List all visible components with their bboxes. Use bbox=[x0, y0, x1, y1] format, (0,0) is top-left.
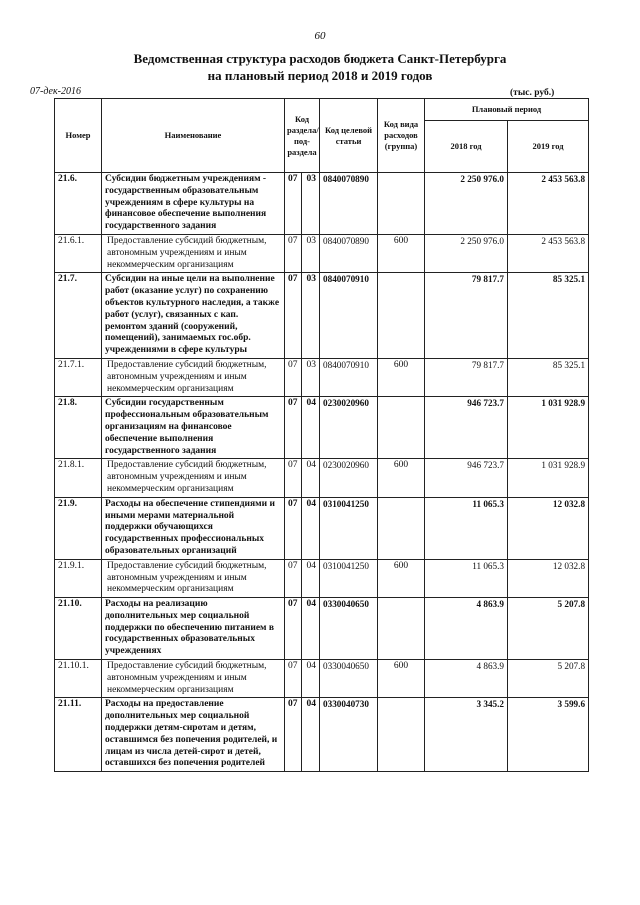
header-year-2: 2019 год bbox=[508, 121, 589, 173]
row-expense-type: 600 bbox=[378, 459, 425, 497]
row-article: 0840070890 bbox=[320, 173, 378, 235]
row-amount-year-2: 85 325.1 bbox=[508, 358, 589, 396]
row-expense-type bbox=[378, 698, 425, 772]
header-plan-period: Плановый период bbox=[425, 99, 589, 121]
row-amount-year-1: 4 863.9 bbox=[425, 660, 508, 698]
row-section: 07 bbox=[285, 234, 302, 272]
row-amount-year-2: 3 599.6 bbox=[508, 698, 589, 772]
row-expense-type: 600 bbox=[378, 358, 425, 396]
row-amount-year-2: 2 453 563.8 bbox=[508, 234, 589, 272]
row-article: 0840070910 bbox=[320, 273, 378, 359]
row-number: 21.10.1. bbox=[55, 660, 102, 698]
row-article: 0330040650 bbox=[320, 598, 378, 660]
row-expense-type: 600 bbox=[378, 234, 425, 272]
row-subsection: 04 bbox=[302, 459, 320, 497]
row-number: 21.8. bbox=[55, 397, 102, 459]
row-amount-year-1: 2 250 976.0 bbox=[425, 234, 508, 272]
row-name: Предоставление субсидий бюджетным, автономным учреждениям и иным некоммерческим организациям bbox=[102, 358, 285, 396]
row-article: 0310041250 bbox=[320, 559, 378, 597]
row-subsection: 04 bbox=[302, 559, 320, 597]
row-name: Предоставление субсидий бюджетным, автономным учреждениям и иным некоммерческим организациям bbox=[102, 660, 285, 698]
table-row bbox=[55, 234, 589, 272]
row-amount-year-1: 11 065.3 bbox=[425, 559, 508, 597]
row-amount-year-2: 2 453 563.8 bbox=[508, 173, 589, 235]
row-expense-type: 600 bbox=[378, 559, 425, 597]
row-section: 07 bbox=[285, 173, 302, 235]
row-name: Расходы на обеспечение стипендиями и иными мерами материальной поддержки обучающихся государственных профессиональных образовательных организаций bbox=[102, 497, 285, 559]
document-date: 07-дек-2016 bbox=[30, 86, 81, 97]
row-amount-year-2: 5 207.8 bbox=[508, 598, 589, 660]
row-subsection: 04 bbox=[302, 598, 320, 660]
table-row bbox=[55, 173, 589, 235]
budget-table bbox=[54, 98, 589, 772]
table-row bbox=[55, 598, 589, 660]
row-amount-year-2: 1 031 928.9 bbox=[508, 459, 589, 497]
document-title bbox=[0, 50, 640, 84]
row-name: Субсидии на иные цели на выполнение работ (оказание услуг) по сохранению объектов культурного наследия, а также работ (услуг), связанных с кап. ремонтом зданий (сооружений, помещений), занимаемых гос.обр. учреждениями в сфере культуры bbox=[102, 273, 285, 359]
header-year-1: 2018 год bbox=[425, 121, 508, 173]
header-article: Код целевой статьи bbox=[320, 99, 378, 173]
table-row bbox=[55, 497, 589, 559]
row-amount-year-1: 79 817.7 bbox=[425, 273, 508, 359]
row-name: Субсидии бюджетным учреждениям - государственным образовательным учреждениям в сфере культуры на финансовое обеспечение выполнения государственного задания bbox=[102, 173, 285, 235]
table-row bbox=[55, 660, 589, 698]
row-amount-year-2: 5 207.8 bbox=[508, 660, 589, 698]
row-number: 21.9.1. bbox=[55, 559, 102, 597]
row-subsection: 04 bbox=[302, 698, 320, 772]
row-amount-year-2: 12 032.8 bbox=[508, 497, 589, 559]
row-name: Предоставление субсидий бюджетным, автономным учреждениям и иным некоммерческим организациям bbox=[102, 559, 285, 597]
row-number: 21.6.1. bbox=[55, 234, 102, 272]
row-number: 21.7. bbox=[55, 273, 102, 359]
row-expense-type: 600 bbox=[378, 660, 425, 698]
row-article: 0840070910 bbox=[320, 358, 378, 396]
header-section: Код раздела/ под-раздела bbox=[285, 99, 320, 173]
row-subsection: 04 bbox=[302, 397, 320, 459]
row-section: 07 bbox=[285, 598, 302, 660]
row-number: 21.11. bbox=[55, 698, 102, 772]
row-amount-year-2: 12 032.8 bbox=[508, 559, 589, 597]
row-expense-type bbox=[378, 173, 425, 235]
row-article: 0330040730 bbox=[320, 698, 378, 772]
row-number: 21.10. bbox=[55, 598, 102, 660]
row-section: 07 bbox=[285, 497, 302, 559]
row-amount-year-1: 946 723.7 bbox=[425, 459, 508, 497]
table-row bbox=[55, 459, 589, 497]
row-article: 0840070890 bbox=[320, 234, 378, 272]
row-subsection: 04 bbox=[302, 497, 320, 559]
page-number: 60 bbox=[314, 30, 326, 42]
row-number: 21.6. bbox=[55, 173, 102, 235]
table-row bbox=[55, 698, 589, 772]
units-label: (тыс. руб.) bbox=[510, 88, 555, 98]
table-row bbox=[55, 397, 589, 459]
row-article: 0230020960 bbox=[320, 459, 378, 497]
row-amount-year-2: 85 325.1 bbox=[508, 273, 589, 359]
row-name: Субсидии государственным профессиональным образовательным организациям на финансовое обеспечение выполнения государственного задания bbox=[102, 397, 285, 459]
row-amount-year-1: 4 863.9 bbox=[425, 598, 508, 660]
table-row bbox=[55, 358, 589, 396]
table-row bbox=[55, 273, 589, 359]
title-line-1: Ведомственная структура расходов бюджета Санкт-Петербурга bbox=[133, 51, 507, 66]
row-subsection: 04 bbox=[302, 660, 320, 698]
row-section: 07 bbox=[285, 559, 302, 597]
row-name: Предоставление субсидий бюджетным, автономным учреждениям и иным некоммерческим организациям bbox=[102, 459, 285, 497]
row-section: 07 bbox=[285, 397, 302, 459]
header-number: Номер bbox=[55, 99, 102, 173]
row-name: Расходы на реализацию дополнительных мер социальной поддержки по обеспечению питанием в государственных образовательных учреждениях bbox=[102, 598, 285, 660]
row-amount-year-1: 11 065.3 bbox=[425, 497, 508, 559]
row-name: Предоставление субсидий бюджетным, автономным учреждениям и иным некоммерческим организациям bbox=[102, 234, 285, 272]
row-expense-type bbox=[378, 497, 425, 559]
row-number: 21.7.1. bbox=[55, 358, 102, 396]
row-article: 0230020960 bbox=[320, 397, 378, 459]
row-subsection: 03 bbox=[302, 273, 320, 359]
row-subsection: 03 bbox=[302, 173, 320, 235]
row-amount-year-1: 946 723.7 bbox=[425, 397, 508, 459]
row-section: 07 bbox=[285, 660, 302, 698]
row-name: Расходы на предоставление дополнительных мер социальной поддержки детям-сиротам и детям, оставшимся без попечения родителей, и лицам из числа детей-сирот и детей, оставшихся без попечения родителей bbox=[102, 698, 285, 772]
table-row bbox=[55, 559, 589, 597]
row-section: 07 bbox=[285, 459, 302, 497]
row-expense-type bbox=[378, 273, 425, 359]
header-name: Наименование bbox=[102, 99, 285, 173]
row-amount-year-1: 2 250 976.0 bbox=[425, 173, 508, 235]
row-number: 21.8.1. bbox=[55, 459, 102, 497]
row-amount-year-1: 79 817.7 bbox=[425, 358, 508, 396]
row-section: 07 bbox=[285, 358, 302, 396]
row-subsection: 03 bbox=[302, 358, 320, 396]
row-amount-year-2: 1 031 928.9 bbox=[508, 397, 589, 459]
row-section: 07 bbox=[285, 698, 302, 772]
row-expense-type bbox=[378, 598, 425, 660]
row-section: 07 bbox=[285, 273, 302, 359]
row-article: 0310041250 bbox=[320, 497, 378, 559]
row-article: 0330040650 bbox=[320, 660, 378, 698]
header-expense-type: Код вида расходов (группа) bbox=[378, 99, 425, 173]
row-number: 21.9. bbox=[55, 497, 102, 559]
row-expense-type bbox=[378, 397, 425, 459]
row-amount-year-1: 3 345.2 bbox=[425, 698, 508, 772]
title-line-2: на плановый период 2018 и 2019 годов bbox=[207, 68, 433, 83]
row-subsection: 03 bbox=[302, 234, 320, 272]
